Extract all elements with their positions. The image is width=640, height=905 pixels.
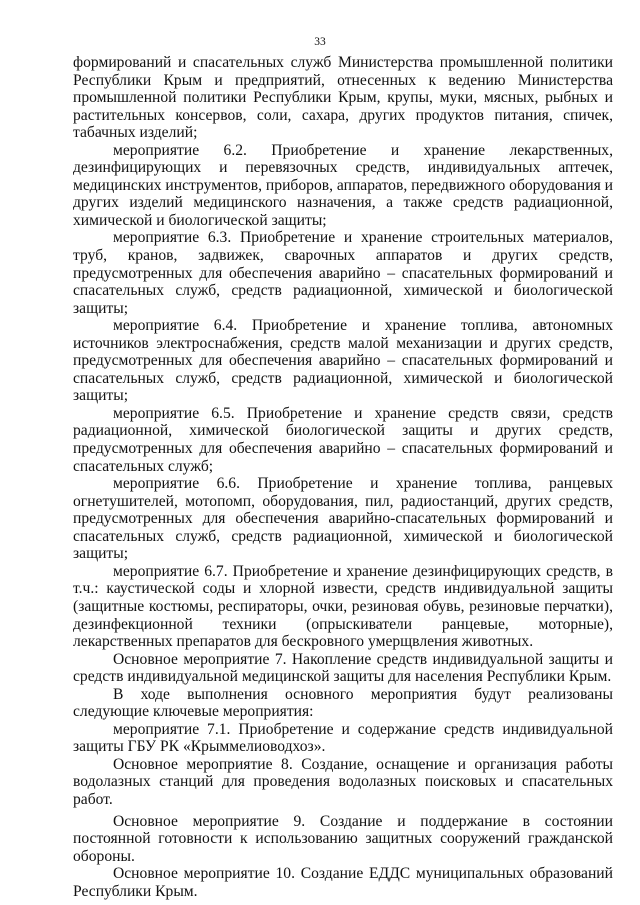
paragraph: мероприятие 6.7. Приобретение и хранение дезинфицирующих средств, в т.ч.: каустической соды и хлорной извести, средств индивидуальной защиты (защитные костюмы, респираторы, очки, резиновая обувь, резиновые перчатки), дезинфекционной техники (опрыскиватели ранцевые, моторные), лекарственных препаратов для бескровного умерщвления животных. xyxy=(73,562,613,651)
paragraph: Основное мероприятие 9. Создание и поддержание в состоянии постоянной готовности к использованию защитных сооружений гражданской обороны. xyxy=(73,812,613,865)
paragraph: мероприятие 6.5. Приобретение и хранение средств связи, средств радиационной, химической биологической защиты и других средств, предусмотренных для обеспечения аварийно – спасательных формирований и спасательных служб; xyxy=(73,404,613,475)
paragraph: Основное мероприятие 7. Накопление средств индивидуальной защиты и средств индивидуальной медицинской защиты для населения Республики Крым. xyxy=(73,650,613,686)
paragraph: мероприятие 6.4. Приобретение и хранение топлива, автономных источников электроснабжения, средств малой механизации и других средств, предусмотренных для обеспечения аварийно – спасательных формирований и спасательных служб, средств радиационной, химической и биологической защиты; xyxy=(73,317,613,405)
paragraph: мероприятие 7.1. Приобретение и содержание средств индивидуальной защиты ГБУ РК «Крыммелиоводхоз». xyxy=(73,720,613,756)
paragraph: мероприятие 6.3. Приобретение и хранение строительных материалов, труб, кранов, задвижек, сварочных аппаратов и других средств, предусмотренных для обеспечения аварийно – спасательных формирований и спасательных служб, средств радиационной, химической и биологической защиты; xyxy=(73,229,613,317)
paragraph: мероприятие 6.6. Приобретение и хранение топлива, ранцевых огнетушителей, мотопомп, оборудования, пил, радиостанций, других средств, предусмотренных для обеспечения аварийно-спасательных формирований и спасательных служб, средств радиационной, химической и биологической защиты; xyxy=(73,475,613,563)
paragraph: Основное мероприятие 8. Создание, оснащение и организация работы водолазных станций для проведения водолазных поисковых и спасательных работ. xyxy=(73,755,613,808)
paragraph: Основное мероприятие 10. Создание ЕДДС муниципальных образований Республики Крым. xyxy=(73,865,613,900)
page-number: 33 xyxy=(314,36,326,48)
paragraph: формирований и спасательных служб Министерства промышленной политики Республики Крым и предприятий, отнесенных к ведению Министерства промышленной политики Республики Крым, крупы, муки, мясных, рыбных и растительных консервов, соли, сахара, других продуктов питания, спичек, табачных изделий; xyxy=(73,54,613,142)
document-body xyxy=(73,54,613,900)
paragraph: В ходе выполнения основного мероприятия будут реализованы следующие ключевые мероприятия: xyxy=(73,685,613,721)
paragraph: мероприятие 6.2. Приобретение и хранение лекарственных, дезинфицирующих и перевязочных средств, индивидуальных аптечек, медицинских инструментов, приборов, аппаратов, передвижного оборудования и других изделий медицинского назначения, а также средств радиационной, химической и биологической защиты; xyxy=(73,141,614,229)
